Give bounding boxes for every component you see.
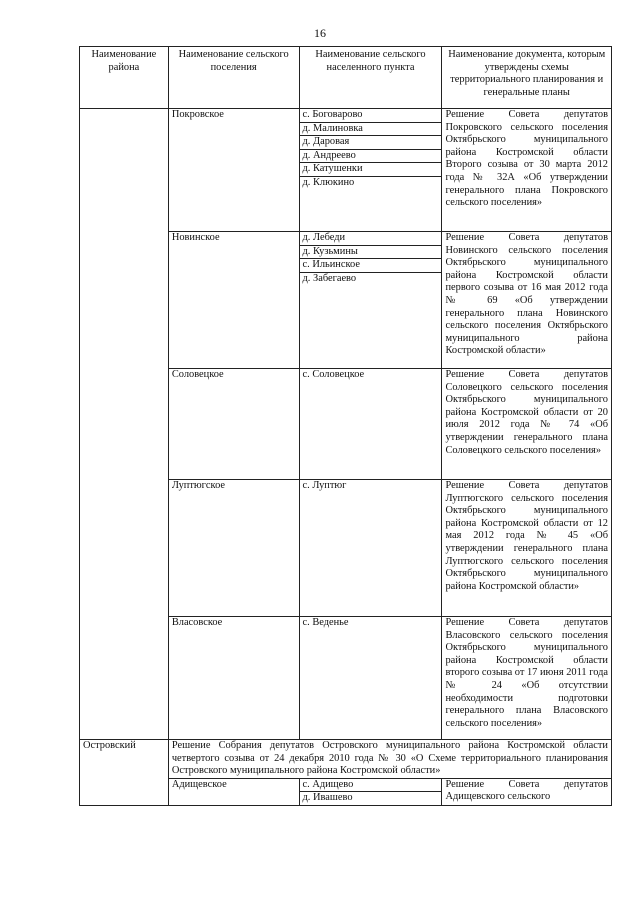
locality-item: с. Адищево bbox=[302, 778, 354, 790]
locality-list bbox=[299, 109, 442, 232]
locality-list bbox=[299, 480, 442, 617]
settlement-name: Соловецкое bbox=[168, 369, 299, 480]
locality-list bbox=[299, 232, 442, 369]
district-name: Островский bbox=[80, 740, 169, 806]
document-text: Решение Совета депутатов Покровского сельского поселения Октябрьского муниципального района Костромской области Второго созыва от 30 марта 2012 года № 32А «Об утверждении генерального плана Покровского сельского поселения» bbox=[442, 109, 612, 232]
locality-item: с. Соловецкое bbox=[302, 369, 365, 380]
locality-item: д. Даровая bbox=[300, 136, 442, 150]
locality-item: д. Малиновка bbox=[300, 123, 442, 137]
document-text: Решение Совета депутатов Адищевского сельского bbox=[442, 778, 612, 805]
header-document: Наименование документа, которым утверждены схемы территориального планирования и генеральные планы bbox=[442, 47, 612, 109]
locality-item: с. Веденье bbox=[302, 617, 349, 628]
locality-list bbox=[299, 778, 442, 792]
locality-item: д. Лебеди bbox=[300, 232, 442, 246]
document-text: Решение Совета депутатов Новинского сельского поселения Октябрьского муниципального района Костромской области первого созыва от 16 мая 2012 года № 69 «Об утверждении генерального плана Новинского сельского поселения Октябрьского муниципального района Костромской области» bbox=[442, 232, 612, 369]
scheme-document-text: Решение Собрания депутатов Островского муниципального района Костромской области четвертого созыва от 24 декабря 2010 года № 30 «О Схеме территориального планирования Островского муниципального района Костромской области» bbox=[168, 740, 611, 779]
district-cell bbox=[80, 109, 169, 740]
locality-item: д. Клюкино bbox=[302, 176, 355, 188]
settlement-name: Адищевское bbox=[168, 778, 299, 805]
locality-list bbox=[299, 369, 442, 480]
locality-item: д. Кузьмины bbox=[300, 246, 442, 260]
table-row bbox=[80, 109, 612, 232]
locality-item: д. Забегаево bbox=[302, 272, 357, 284]
header-district: Наименование района bbox=[80, 47, 169, 109]
header-rural-settlement: Наименование сельского поселения bbox=[168, 47, 299, 109]
locality-item: д. Ивашево bbox=[302, 792, 353, 804]
document-text: Решение Совета депутатов Луптюгского сельского поселения Октябрьского муниципального района Костромской области от 12 мая 2012 года № 45 «Об утверждении генерального плана Луптюгского сельского поселения Октябрьского муниципального района Костромской области» bbox=[442, 480, 612, 617]
locality-item: с. Луптюг bbox=[302, 480, 347, 491]
page-number: 16 bbox=[314, 26, 326, 40]
document-text: Решение Совета депутатов Власовского сельского поселения Октябрьского муниципального района Костромской области второго созыва от 17 июня 2011 года № 24 «Об отсутствии необходимости подготовки генерального плана Власовского сельского поселения» bbox=[442, 617, 612, 740]
settlement-name: Луптюгское bbox=[168, 480, 299, 617]
locality-list bbox=[299, 617, 442, 740]
settlement-name: Покровское bbox=[168, 109, 299, 232]
header-row bbox=[80, 47, 612, 109]
locality-list bbox=[299, 792, 442, 806]
locality-item: д. Катушенки bbox=[300, 163, 442, 177]
header-locality: Наименование сельского населенного пункта bbox=[299, 47, 442, 109]
settlement-name: Власовское bbox=[168, 617, 299, 740]
locality-item: д. Андреево bbox=[300, 150, 442, 164]
settlement-name: Новинское bbox=[168, 232, 299, 369]
locality-item: с. Боговарово bbox=[300, 109, 442, 123]
locality-item: с. Ильинское bbox=[300, 259, 442, 273]
document-text: Решение Совета депутатов Соловецкого сельского поселения Октябрьского муниципального района Костромской области от 20 июля 2012 года № 74 «Об утверждении генерального плана Соловецкого сельского поселения» bbox=[442, 369, 612, 480]
plans-table bbox=[79, 46, 612, 806]
table-row bbox=[80, 740, 612, 779]
